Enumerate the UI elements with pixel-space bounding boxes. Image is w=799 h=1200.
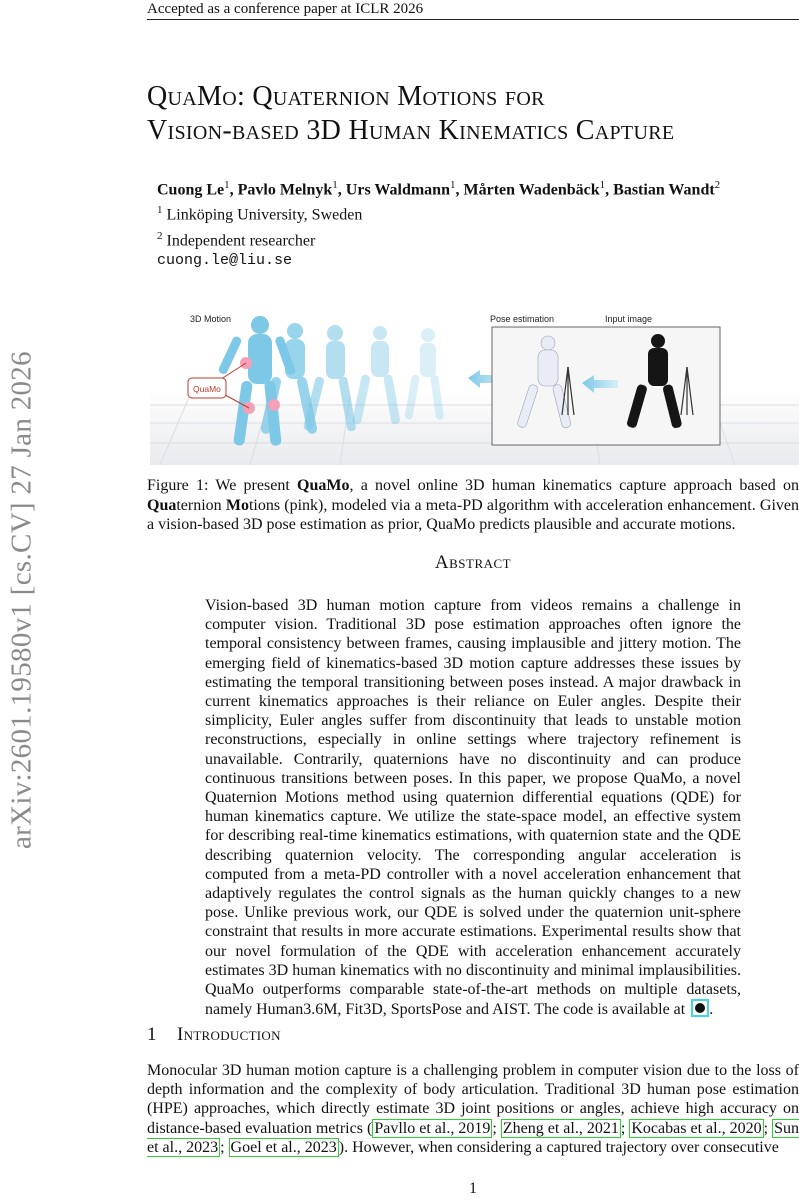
- label-pose-estimation: Pose estimation: [490, 314, 555, 324]
- citation-link[interactable]: Kocabas et al., 2020: [631, 1119, 762, 1137]
- citation-link[interactable]: Goel et al., 2023: [230, 1138, 337, 1156]
- author-affiliation-mark: 1: [449, 179, 456, 191]
- citation-link[interactable]: Sun et al., 2023: [147, 1119, 799, 1156]
- paper-title: [147, 80, 799, 148]
- affiliation-2: $^2$ Independent researcher: [157, 229, 316, 249]
- title-line-2: Vision-based 3D Human Kinematics Capture: [147, 115, 675, 146]
- introduction-text: Monocular 3D human motion capture is a challenging problem in computer vision due to the loss of depth information and the complexity of body articulation. Traditional 3D human pose estimation (HPE) approaches, which directly estimate 3D joint positions or angles, achieve high accuracy on distance-based evaluation metrics ( Pavllo et al., 2019 ; Zheng et al., 2021 ; Kocabas et al., 2020 ; Sun et al., 2023 ; Goel et al., 2023 ). However, when considering a captured trajectory over consecutive: [147, 1062, 799, 1156]
- affiliation-1: $^1$ Linköping University, Sweden: [157, 204, 363, 224]
- author-email[interactable]: cuong.le@liu.se: [157, 251, 293, 269]
- label-quamo: QuaMo: [193, 384, 221, 394]
- author-affiliation-mark: 1: [332, 179, 338, 191]
- label-3d-motion: 3D Motion: [190, 314, 232, 324]
- arxiv-stamp: arXiv:2601.19580v1 [cs.CV] 27 Jan 2026: [5, 351, 38, 849]
- github-icon: [695, 1003, 705, 1013]
- author-names: Cuong Le$^1$, Pavlo Melnyk$^1$, Urs Waldmann$^1$, Mårten Wadenbäck$^1$, Bastian Wandt$^2$: [157, 179, 721, 199]
- author-name: Pavlo Melnyk: [237, 181, 333, 199]
- conference-note: Accepted as a conference paper at ICLR 2026: [147, 1, 424, 17]
- page-number: 1: [469, 1180, 477, 1197]
- citation-link[interactable]: Pavllo et al., 2019: [374, 1119, 491, 1137]
- author-name: Urs Waldmann: [345, 181, 450, 199]
- author-affiliation-mark: 2: [714, 179, 721, 191]
- teaser-figure: [150, 305, 799, 465]
- author-block: [157, 175, 797, 271]
- author-name: Cuong Le: [157, 181, 225, 199]
- title-line-1: QuaMo: Quaternion Motions for: [147, 81, 545, 112]
- github-link[interactable]: [691, 999, 709, 1017]
- header-rule: [147, 19, 799, 20]
- abstract-heading: Abstract: [434, 552, 512, 573]
- figure-caption: Figure 1: We present QuaMo, a novel online 3D human kinematics capture approach based on Quaternion Motions (pink), modeled via a meta-PD algorithm with acceleration enhancement. Given a vision-based 3D pose estimation as prior, QuaMo predicts plausible and accurate motions.: [147, 477, 799, 533]
- abstract-text: Vision-based 3D human motion capture from videos remains a challenge in computer vision. Traditional 3D pose estimation approaches often ignore the temporal consistency between frames, causing implausible and jittery motion. The emerging field of kinematics-based 3D motion capture addresses these issues by estimating the temporal transitioning between poses instead. A major drawback in current kinematics approaches is their reliance on Euler angles. Despite their simplicity, Euler angles suffer from discontinuity that leads to unstable motion reconstructions, especially in online settings where trajectory refinement is unavailable. Contrarily, quaternions have no discontinuity and can produce continuous transitions between poses. In this paper, we propose QuaMo, a novel Quaternion Motions method using quaternion differential equations (QDE) for human kinematics capture. We utilize the state-space model, an effective system for describing real-time kinematics estimations, with quaternion state and the QDE describing quaternion velocity. The corresponding angular acceleration is computed from a meta-PD controller with a novel acceleration enhancement that adaptively regulates the control signals as the human quickly changes to a new pose. Unlike previous work, our QDE is solved under the quaternion unit-sphere constraint that results in more accurate estimations. Experimental results show that our novel formulation of the QDE with acceleration enhancement accurately estimates 3D human kinematics with no discontinuity and minimal implausibilities. QuaMo outperforms comparable state-of-the-art methods on multiple datasets, namely Human3.6M, Fit3D, SportsPose and AIST. The code is available at .: [205, 597, 741, 1019]
- author-affiliation-mark: 1: [599, 179, 606, 191]
- label-input-image: Input image: [605, 314, 653, 324]
- author-affiliation-mark: 1: [224, 179, 230, 191]
- joint-knee-right: [268, 399, 280, 411]
- section-heading-introduction: 1 Introduction: [147, 1024, 281, 1045]
- author-name: Mårten Wadenbäck: [463, 181, 600, 199]
- citation-link[interactable]: Zheng et al., 2021: [502, 1119, 619, 1137]
- author-name: Bastian Wandt: [613, 181, 715, 199]
